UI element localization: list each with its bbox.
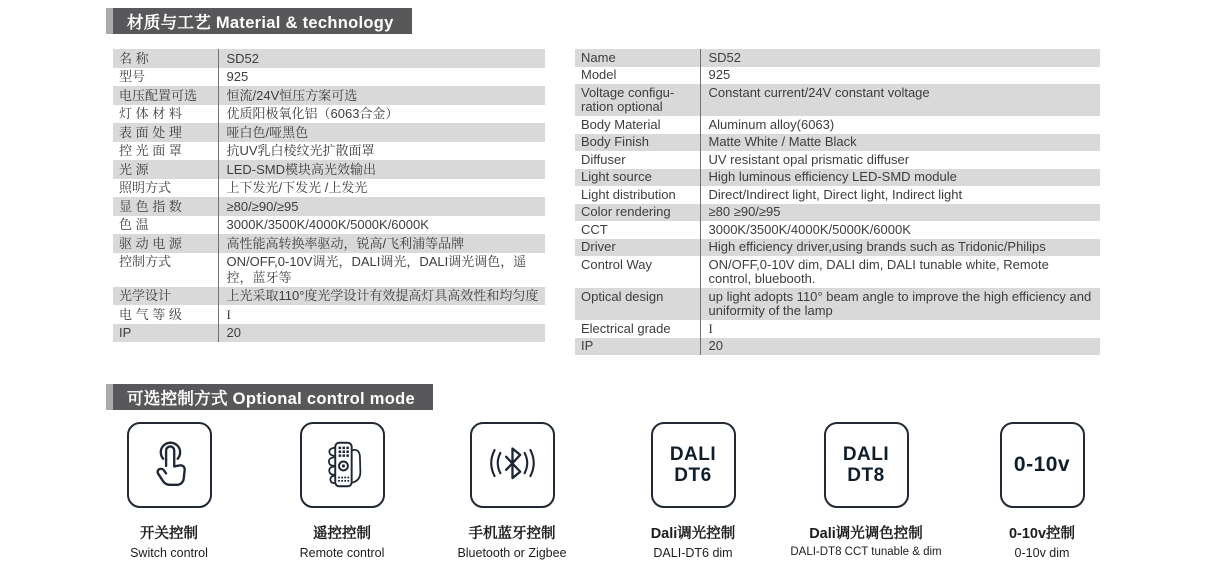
spec-row bbox=[113, 160, 545, 179]
badge-line: DALI bbox=[842, 444, 890, 465]
spec-value: 恒流/24V恒压方案可选 bbox=[218, 86, 545, 105]
spec-label: 控制方式 bbox=[119, 254, 172, 269]
spec-value: SD52 bbox=[218, 49, 545, 68]
spec-label: 控 光 面 罩 bbox=[119, 143, 182, 158]
mode-label-en: Bluetooth or Zigbee bbox=[457, 546, 567, 560]
mode-label-zh: 遥控控制 bbox=[313, 526, 371, 542]
badge-line: DT8 bbox=[847, 465, 885, 486]
spec-row bbox=[575, 256, 1100, 288]
spec-label: 光学设计 bbox=[119, 288, 172, 303]
spec-row bbox=[575, 221, 1100, 239]
spec-value: 20 bbox=[218, 324, 545, 343]
spec-value: ON/OFF,0-10V调光，DALI调光，DALI调光调色，遥控，蓝牙等 bbox=[218, 253, 545, 287]
spec-label: Body Finish bbox=[581, 134, 649, 149]
spec-row bbox=[113, 216, 545, 235]
dali-dt8-icon bbox=[843, 444, 889, 486]
spec-value: 哑白色/哑黑色 bbox=[218, 123, 545, 142]
spec-row bbox=[575, 338, 1100, 356]
spec-label: Model bbox=[581, 67, 617, 82]
control-section-title: 可选控制方式 Optional control mode bbox=[113, 384, 433, 410]
spec-value: UV resistant opal prismatic diffuser bbox=[700, 151, 1100, 169]
spec-label: 照明方式 bbox=[119, 180, 172, 195]
spec-label: Diffuser bbox=[581, 151, 626, 167]
spec-value: 3000K/3500K/4000K/5000K/6000K bbox=[700, 221, 1100, 239]
spec-row bbox=[575, 320, 1100, 338]
spec-value: 3000K/3500K/4000K/5000K/6000K bbox=[218, 216, 545, 235]
zero-ten-volt-icon: 0-10v bbox=[1013, 453, 1071, 476]
spec-row bbox=[575, 49, 1100, 67]
spec-row bbox=[113, 105, 545, 124]
spec-value: ≥80 ≥90/≥95 bbox=[700, 204, 1100, 222]
spec-row bbox=[113, 324, 545, 343]
spec-value: 925 bbox=[218, 68, 545, 87]
spec-value: ON/OFF,0-10V dim, DALI dim, DALI tunable white, Remote control, bluebooth. bbox=[700, 256, 1100, 288]
material-table-en bbox=[575, 49, 1100, 355]
spec-row bbox=[575, 204, 1100, 222]
spec-value: Direct/Indirect light, Direct light, Indirect light bbox=[700, 186, 1100, 204]
spec-value: Matte White / Matte Black bbox=[700, 134, 1100, 152]
spec-row bbox=[575, 169, 1100, 187]
material-section-header bbox=[106, 8, 412, 34]
mode-card bbox=[1000, 422, 1085, 508]
spec-label: 灯 体 材 料 bbox=[119, 106, 182, 121]
spec-row bbox=[575, 239, 1100, 257]
mode-label-en: DALI-DT6 dim bbox=[653, 546, 733, 560]
spec-value: 925 bbox=[700, 67, 1100, 85]
spec-label: Light distribution bbox=[581, 186, 676, 202]
spec-value: High luminous efficiency LED-SMD module bbox=[700, 169, 1100, 187]
spec-label: Voltage configu-ration optional bbox=[581, 84, 675, 114]
spec-label: CCT bbox=[581, 221, 608, 237]
spec-value: Aluminum alloy(6063) bbox=[700, 116, 1100, 134]
mode-label-zh: 手机蓝牙控制 bbox=[468, 526, 556, 542]
bluetooth-icon bbox=[483, 436, 541, 494]
spec-value: 优质阳极氧化铝（6063合金） bbox=[218, 105, 545, 124]
spec-value: SD52 bbox=[700, 49, 1100, 67]
spec-row bbox=[113, 179, 545, 198]
spec-row bbox=[113, 234, 545, 253]
mode-label-zh: Dali调光控制 bbox=[650, 526, 736, 542]
spec-label: 驱 动 电 源 bbox=[119, 235, 182, 251]
spec-row bbox=[575, 116, 1100, 134]
spec-row bbox=[575, 288, 1100, 320]
spec-label: 显 色 指 数 bbox=[119, 198, 182, 214]
mode-label-zh: Dali调光调色控制 bbox=[809, 526, 923, 542]
mode-label-zh: 开关控制 bbox=[140, 526, 198, 542]
remote-icon bbox=[313, 436, 371, 494]
spec-label: Body Material bbox=[581, 116, 661, 132]
dali-dt6-icon bbox=[670, 444, 716, 486]
spec-label: 色 温 bbox=[119, 217, 149, 232]
spec-row bbox=[575, 186, 1100, 204]
control-section-header bbox=[106, 384, 433, 410]
spec-value: LED-SMD模块高光效输出 bbox=[218, 160, 545, 179]
mode-label-en: 0-10v dim bbox=[1014, 546, 1070, 560]
spec-label: Control Way bbox=[581, 256, 653, 272]
spec-row bbox=[113, 305, 545, 324]
control-mode-0-10v bbox=[932, 422, 1152, 560]
spec-value: 高性能高转换率驱动，锐高/飞利浦等品牌 bbox=[218, 234, 545, 253]
spec-label: 型号 bbox=[119, 69, 146, 84]
spec-label: 光 源 bbox=[119, 161, 149, 177]
spec-value: up light adopts 110° beam angle to improve the high efficiency and uniformity of the lamp bbox=[700, 288, 1100, 320]
spec-value: I bbox=[218, 305, 545, 324]
spec-label: 名 称 bbox=[119, 50, 149, 66]
spec-value: High efficiency driver,using brands such as Tridonic/Philips bbox=[700, 239, 1100, 257]
spec-row bbox=[113, 253, 545, 287]
spec-value: 上下发光/下发光 /上发光 bbox=[218, 179, 545, 198]
spec-row bbox=[113, 68, 545, 87]
spec-row bbox=[575, 67, 1100, 85]
spec-value: I bbox=[700, 320, 1100, 338]
badge-line: DT6 bbox=[674, 465, 712, 486]
material-table-cn bbox=[113, 49, 545, 342]
header-accent-strip bbox=[106, 8, 113, 34]
spec-label: Optical design bbox=[581, 288, 664, 304]
spec-value: Constant current/24V constant voltage bbox=[700, 84, 1100, 116]
spec-label: Name bbox=[581, 49, 616, 65]
mode-label-en: Remote control bbox=[299, 546, 385, 560]
mode-card bbox=[651, 422, 736, 508]
spec-row bbox=[575, 151, 1100, 169]
spec-label: IP bbox=[119, 325, 132, 340]
mode-card bbox=[824, 422, 909, 508]
header-accent-strip bbox=[106, 384, 113, 410]
mode-card bbox=[300, 422, 385, 508]
spec-label: IP bbox=[581, 338, 594, 353]
spec-row bbox=[113, 197, 545, 216]
spec-row bbox=[113, 123, 545, 142]
mode-card bbox=[127, 422, 212, 508]
spec-label: Electrical grade bbox=[581, 320, 671, 336]
touch-icon bbox=[140, 436, 198, 494]
spec-label: 表 面 处 理 bbox=[119, 124, 182, 140]
spec-label: Driver bbox=[581, 239, 616, 254]
spec-value: 20 bbox=[700, 338, 1100, 356]
spec-row bbox=[575, 84, 1100, 116]
spec-row bbox=[113, 287, 545, 306]
badge-line: DALI bbox=[669, 444, 717, 465]
mode-label-en: DALI-DT8 CCT tunable & dim bbox=[790, 546, 942, 558]
spec-label: 电 气 等 级 bbox=[119, 306, 182, 322]
spec-value: ≥80/≥90/≥95 bbox=[218, 197, 545, 216]
spec-label: Color rendering bbox=[581, 204, 671, 219]
spec-row bbox=[575, 134, 1100, 152]
mode-card bbox=[470, 422, 555, 508]
spec-value: 抗UV乳白棱纹光扩散面罩 bbox=[218, 142, 545, 161]
spec-label: Light source bbox=[581, 169, 652, 184]
mode-label-zh: 0-10v控制 bbox=[1008, 526, 1076, 542]
mode-label-en: Switch control bbox=[130, 546, 208, 560]
spec-label: 电压配置可选 bbox=[119, 87, 198, 103]
spec-row bbox=[113, 49, 545, 68]
spec-value: 上光采取110°度光学设计有效提高灯具高效性和均匀度 bbox=[218, 287, 545, 306]
spec-row bbox=[113, 142, 545, 161]
spec-row bbox=[113, 86, 545, 105]
material-section-title: 材质与工艺 Material & technology bbox=[113, 8, 412, 34]
